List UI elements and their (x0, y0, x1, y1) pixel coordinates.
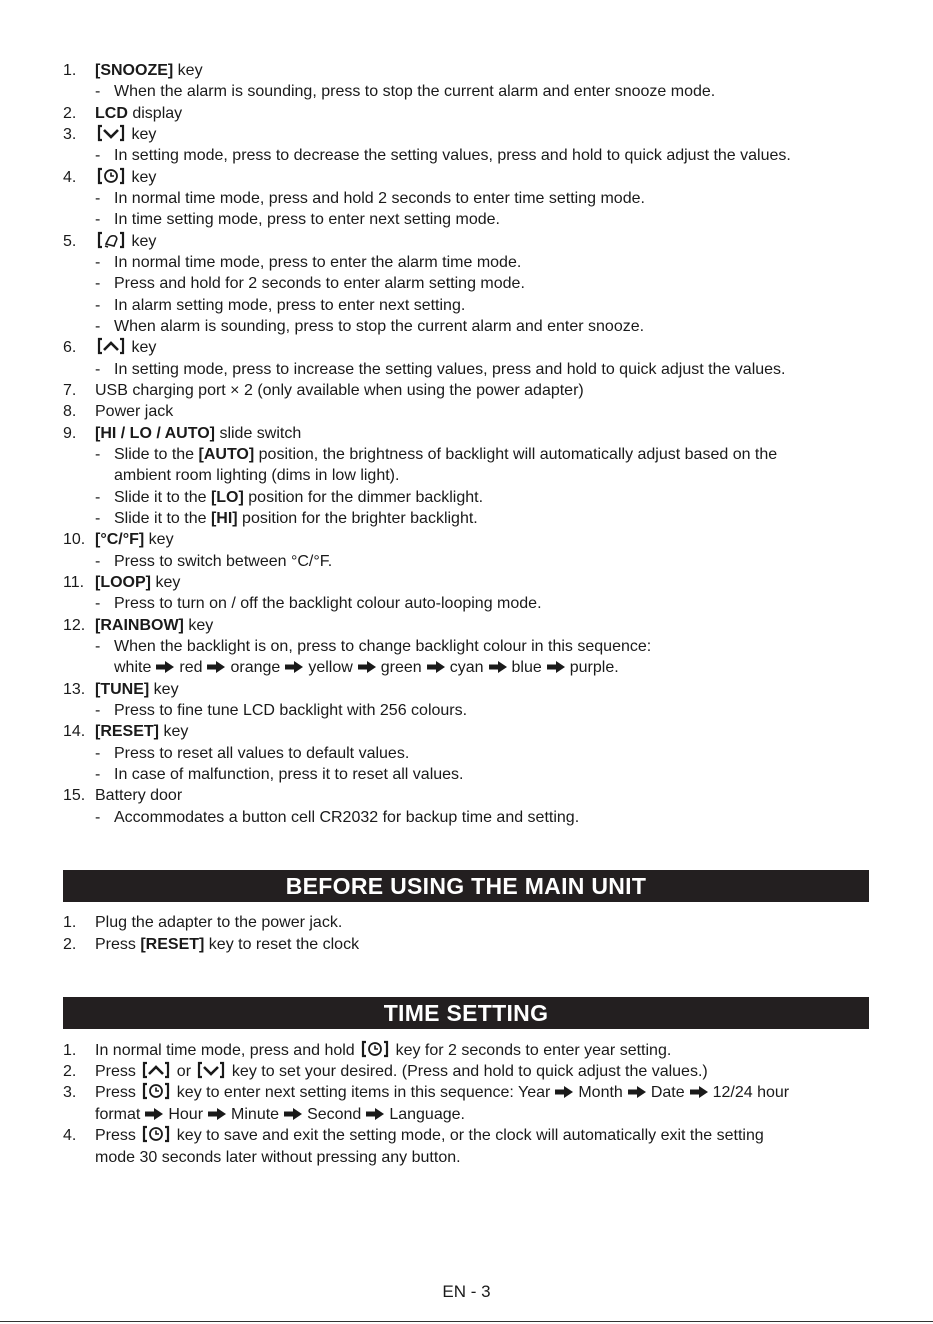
arrow-right-icon (627, 1085, 647, 1099)
seq-color: purple (569, 659, 615, 676)
clock-icon (141, 1125, 171, 1143)
seq-color: orange (230, 659, 281, 676)
arrow-right-icon (155, 660, 175, 674)
list-subitem: - In case of malfunction, press it to reset all values. (95, 766, 464, 783)
seq-color: blue (511, 659, 542, 676)
list-item: 2. Press or key to set your desired. (Press and hold to quick adjust the values.) (63, 1063, 708, 1080)
chevron-up-icon (96, 337, 126, 355)
list-subitem: - In setting mode, press to increase the setting values, press and hold to quick adjust the values. (95, 361, 786, 378)
list-item: 15. Battery door (63, 787, 183, 804)
arrow-right-icon (554, 1085, 574, 1099)
list-item: 2. Press [RESET] key to reset the clock (63, 936, 360, 953)
list-item: 1. Plug the adapter to the power jack. (63, 914, 343, 931)
seq-color: yellow (308, 659, 353, 676)
arrow-right-icon (365, 1107, 385, 1121)
list-item: 9. [HI / LO / AUTO] slide switch (63, 425, 302, 442)
list-subitem: - Slide it to the [HI] position for the brighter backlight. (95, 510, 478, 527)
list-item: 4. key (63, 169, 157, 186)
list-subitem: - When the alarm is sounding, press to stop the current alarm and enter snooze mode. (95, 83, 716, 100)
seq-color: green (380, 659, 422, 676)
list-item: 13. [TUNE] key (63, 681, 179, 698)
list-subitem: - In alarm setting mode, press to enter next setting. (95, 297, 466, 314)
list-item: 3. Press key to enter next setting items in this sequence: Year Month Date 12/24 hour (63, 1084, 790, 1101)
list-subitem: - In normal time mode, press and hold 2 seconds to enter time setting mode. (95, 190, 645, 207)
list-subitem: - In time setting mode, press to enter next setting mode. (95, 211, 500, 228)
list-item: 1. [SNOOZE] key (63, 62, 203, 79)
key-name: [SNOOZE] (95, 62, 174, 79)
list-item-cont: format Hour Minute Second Language. (95, 1106, 465, 1123)
list-subitem: - Slide to the [AUTO] position, the brightness of backlight will automatically adjust based on the (95, 446, 778, 463)
seq-color: cyan (449, 659, 484, 676)
list-item: 8. Power jack (63, 403, 174, 420)
list-subitem: - Accommodates a button cell CR2032 for backup time and setting. (95, 809, 580, 826)
chevron-down-icon (96, 124, 126, 142)
list-item: 1. In normal time mode, press and hold key for 2 seconds to enter year setting. (63, 1042, 672, 1059)
page-number: EN - 3 (442, 1282, 491, 1301)
list-item: 11. [LOOP] key (63, 574, 181, 591)
seq-color: red (179, 659, 203, 676)
arrow-right-icon (206, 660, 226, 674)
arrow-right-icon (283, 1107, 303, 1121)
list-subitem: - Press to reset all values to default values. (95, 745, 410, 762)
list-subitem: - Slide it to the [LO] position for the dimmer backlight. (95, 489, 484, 506)
arrow-right-icon (207, 1107, 227, 1121)
list-item: 5. key (63, 233, 157, 250)
bottom-rule (0, 1321, 933, 1322)
list-item: 6. key (63, 339, 157, 356)
section-header-before-using: BEFORE USING THE MAIN UNIT (63, 870, 869, 902)
section-header-time-setting: TIME SETTING (63, 997, 869, 1029)
arrow-right-icon (144, 1107, 164, 1121)
list-item: 7. USB charging port × 2 (only available when using the power adapter) (63, 382, 584, 399)
list-item: 3. key (63, 126, 157, 143)
list-item-cont: mode 30 seconds later without pressing any button. (95, 1149, 461, 1166)
arrow-right-icon (357, 660, 377, 674)
clock-icon (141, 1082, 171, 1100)
list-item: 4. Press key to save and exit the setting mode, or the clock will automatically exit the setting (63, 1127, 764, 1144)
item-number: 1. (63, 62, 77, 79)
arrow-right-icon (488, 660, 508, 674)
list-item: 12. [RAINBOW] key (63, 617, 214, 634)
list-subitem: - Press to turn on / off the backlight colour auto-looping mode. (95, 595, 542, 612)
clock-icon (96, 167, 126, 185)
chevron-down-icon (196, 1061, 226, 1079)
list-subitem: - When alarm is sounding, press to stop the current alarm and enter snooze. (95, 318, 645, 335)
list-subitem: - When the backlight is on, press to change backlight colour in this sequence: (95, 638, 652, 655)
list-item: 14. [RESET] key (63, 723, 189, 740)
arrow-right-icon (546, 660, 566, 674)
list-item: 2. LCD display (63, 105, 183, 122)
seq-color: white (114, 659, 152, 676)
arrow-right-icon (426, 660, 446, 674)
list-subitem: - Press and hold for 2 seconds to enter alarm setting mode. (95, 275, 525, 292)
list-item: 10. [°C/°F] key (63, 531, 174, 548)
list-subitem: - Press to switch between °C/°F. (95, 553, 333, 570)
rainbow-sequence: white red orange yellow green cyan blue purple. (114, 659, 619, 676)
alarm-bell-icon (96, 231, 126, 249)
arrow-right-icon (284, 660, 304, 674)
clock-icon (360, 1040, 390, 1058)
list-subitem: - In setting mode, press to decrease the setting values, press and hold to quick adjust the values. (95, 147, 791, 164)
arrow-right-icon (689, 1085, 709, 1099)
chevron-up-icon (141, 1061, 171, 1079)
list-subitem: - Press to fine tune LCD backlight with 256 colours. (95, 702, 468, 719)
list-subitem: - In normal time mode, press to enter the alarm time mode. (95, 254, 522, 271)
list-subitem-cont: ambient room lighting (dims in low light). (114, 467, 400, 484)
